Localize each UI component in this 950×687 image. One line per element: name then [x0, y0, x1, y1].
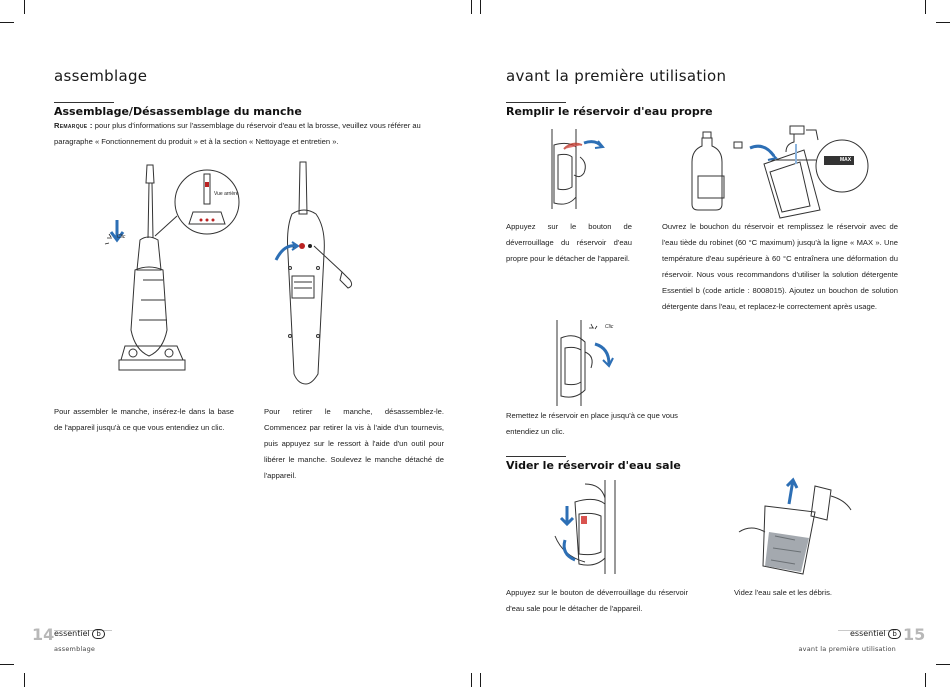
note-text: pour plus d'informations sur l'assemblage du réservoir d'eau et la brosse, veuillez vous référer au paragraphe « Fonctionnement du produit » et à la section « Nettoyage et entretien ». [54, 121, 421, 146]
click-label: Clic [117, 234, 126, 240]
brand-logo [54, 629, 105, 639]
step-unlock-dirty-tank: Appuyez sur le bouton de déverrouillage du réservoir d'eau sale pour le détacher de l'appareil. [506, 588, 688, 613]
section-title-assemblage: Assemblage/Désassemblage du manche [54, 105, 302, 118]
crop-mark [471, 673, 472, 687]
crop-mark [471, 0, 472, 14]
note-remarque [54, 118, 446, 150]
crop-mark [925, 0, 926, 14]
brand-name: essentiel [850, 629, 886, 638]
brand-name: essentiel [54, 629, 90, 638]
step-empty-dirty-water: Videz l'eau sale et les débris. [734, 588, 832, 597]
max-label: MAX [840, 157, 852, 163]
page-number-right: 15 [903, 625, 926, 644]
right-page-title: avant la première utilisation [506, 67, 727, 85]
footer-label-right: avant la première utilisation [798, 645, 896, 653]
illustration-unlock-dirty-tank [545, 476, 635, 576]
crop-mark [936, 22, 950, 23]
crop-mark [24, 0, 25, 14]
crop-mark [936, 664, 950, 665]
crop-mark [0, 664, 14, 665]
crop-mark [0, 22, 14, 23]
step-fill-tank: Ouvrez le bouchon du réservoir et remplissez le réservoir avec de l'eau tiède du robinet (60 °C maximum) jusqu'à la ligne « MAX ». Une température d'eau supérieure à 60 °C entraînera une déformation du réservoir. Nous vous recommandons d'utiliser la solution détergente Essentiel b (code article : 8008015). Ajoutez un bouchon de solution détergente dans l'eau, et replacez-le correctement après usage. [662, 222, 898, 311]
brand-badge-icon: b [888, 629, 900, 639]
illustration-remove-handle [262, 158, 372, 388]
callout-label: Vue arrière [214, 191, 239, 197]
crop-mark [480, 673, 481, 687]
step-unlock-clean-tank: Appuyez sur le bouton de déverrouillage du réservoir d'eau propre pour le détacher de l'appareil. [506, 222, 632, 263]
assemble-instructions: Pour assembler le manche, insérez-le dans la base de l'appareil jusqu'à ce que vous entendiez un clic. [54, 407, 234, 432]
brand-badge-icon: b [92, 629, 104, 639]
illustration-press-unlock [540, 127, 610, 212]
remove-instructions: Pour retirer le manche, désassemblez-le. Commencez par retirer la vis à l'aide d'un tournevis, puis appuyez sur le ressort à l'aide d'un outil pour libérer le manche. Soulevez le manche détaché de l'appareil. [264, 407, 444, 480]
page-number-left: 14 [32, 625, 55, 644]
section-rule [506, 456, 566, 457]
section-rule [506, 102, 566, 103]
brand-logo [850, 629, 901, 639]
section-title-empty: Vider le réservoir d'eau sale [506, 459, 681, 472]
illustration-fill-tank [690, 120, 870, 220]
footer-label-left: assemblage [54, 645, 96, 653]
illustration-pour-dirty-water [735, 476, 855, 576]
click-label-right: Clic [605, 324, 614, 330]
illustration-reinsert-tank [545, 318, 625, 408]
crop-mark [480, 0, 481, 14]
note-label: Remarque : [54, 121, 93, 130]
crop-mark [925, 673, 926, 687]
section-rule [54, 102, 114, 103]
section-title-fill: Remplir le réservoir d'eau propre [506, 105, 713, 118]
step-reinsert-tank: Remettez le réservoir en place jusqu'à ce que vous entendiez un clic. [506, 411, 678, 436]
crop-mark [24, 673, 25, 687]
left-page-title: assemblage [54, 67, 148, 85]
